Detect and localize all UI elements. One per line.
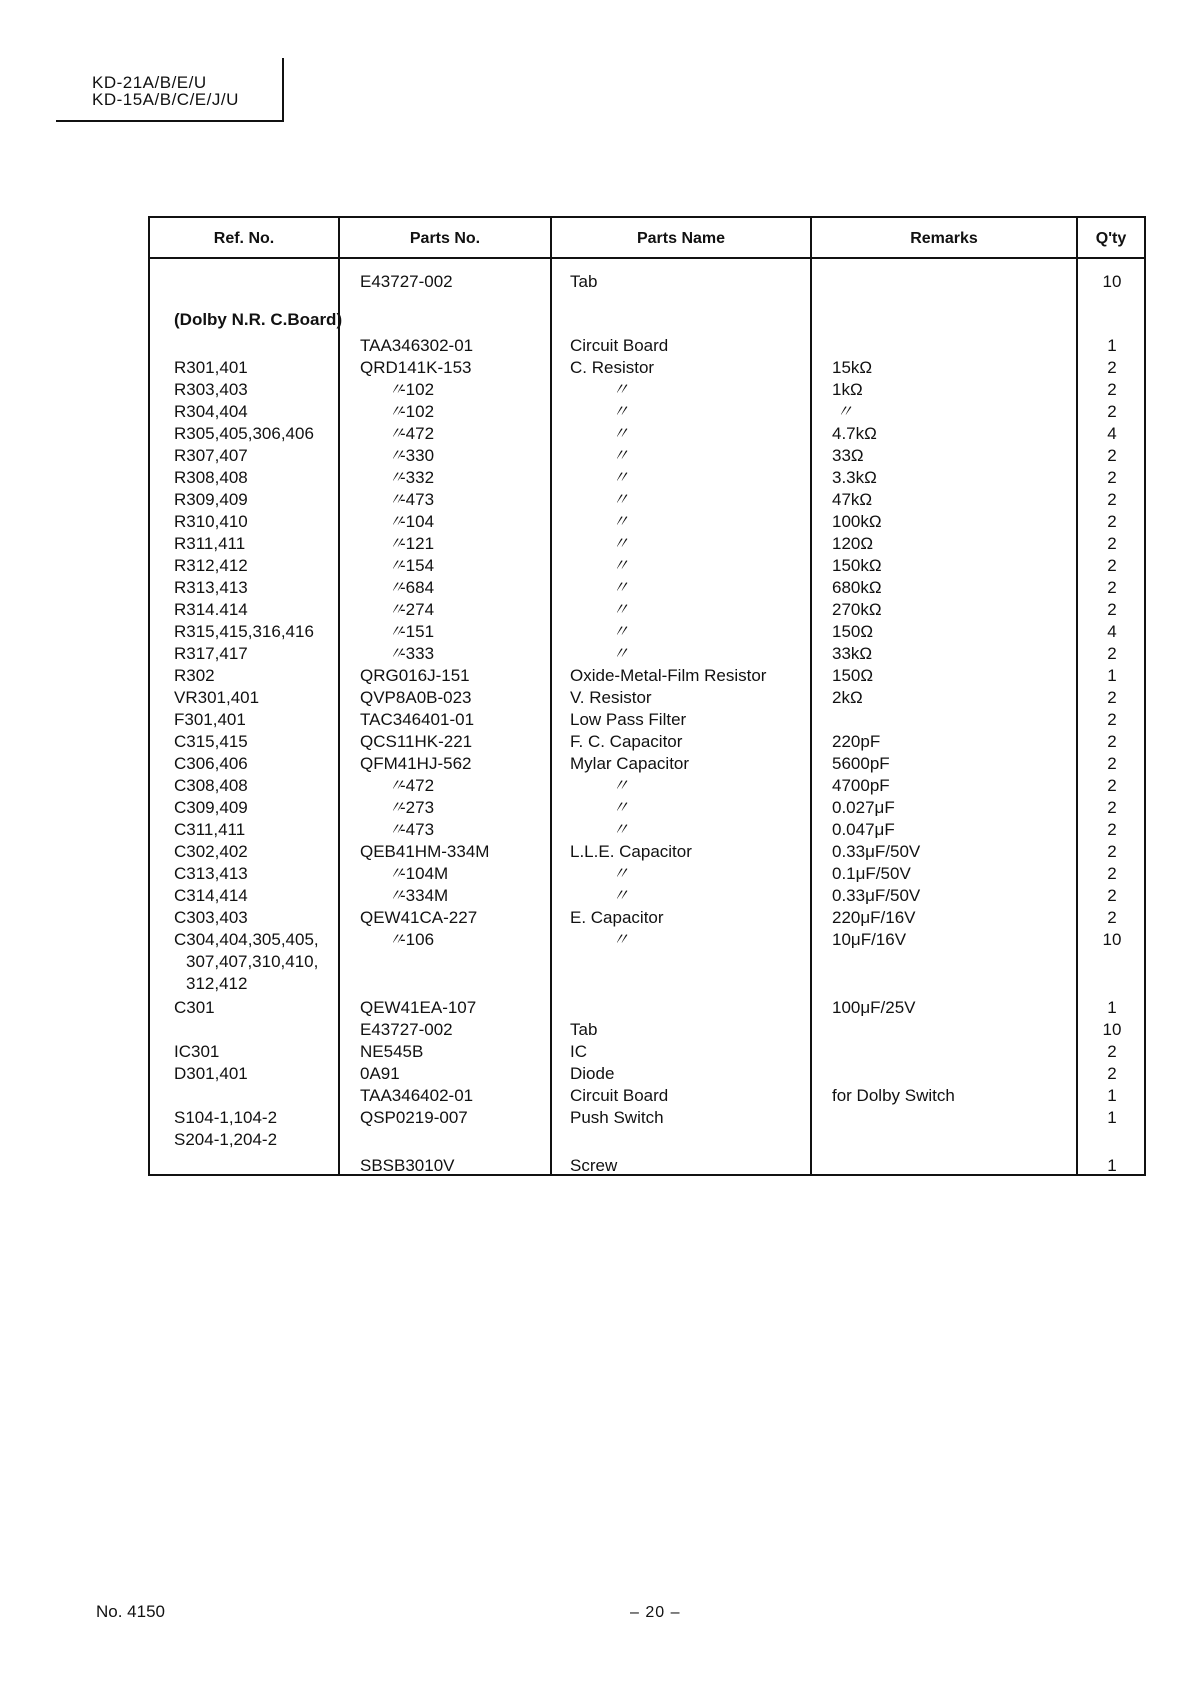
ditto-mark: 〃 <box>388 864 405 883</box>
parts-no-cell: -102 <box>400 402 435 421</box>
remarks-cell: 0.1μF/50V <box>832 864 911 883</box>
parts-no-cell: QEW41CA-227 <box>360 908 478 927</box>
qty-cell: 2 <box>1107 644 1117 663</box>
parts-no-cell: -472 <box>400 424 435 443</box>
remarks-cell: 150Ω <box>832 622 874 641</box>
qty-cell: 1 <box>1107 336 1117 355</box>
ref-no-cell: R307,407 <box>174 446 248 465</box>
qty-cell: 2 <box>1107 864 1117 883</box>
remarks-cell: 2kΩ <box>832 688 863 707</box>
parts-name-cell: 〃 <box>612 556 629 575</box>
column-divider <box>550 218 552 1174</box>
parts-no-cell: QRG016J-151 <box>360 666 470 685</box>
remarks-cell: 4.7kΩ <box>832 424 877 443</box>
ref-no-cell: R310,410 <box>174 512 248 531</box>
qty-cell: 10 <box>1102 1020 1122 1039</box>
ditto-mark: 〃 <box>388 380 405 399</box>
header-qty: Q'ty <box>1095 230 1127 247</box>
parts-name-cell: 〃 <box>612 644 629 663</box>
parts-name-cell: 〃 <box>612 534 629 553</box>
qty-cell: 2 <box>1107 380 1117 399</box>
ref-no-cell: C304,404,305,405, <box>174 930 319 949</box>
remarks-cell: 47kΩ <box>832 490 873 509</box>
model-header <box>56 58 284 122</box>
ditto-mark: 〃 <box>388 820 405 839</box>
ref-no-cell: R313,413 <box>174 578 248 597</box>
qty-cell: 2 <box>1107 732 1117 751</box>
ref-no-cell: C314,414 <box>174 886 248 905</box>
remarks-cell: 10μF/16V <box>832 930 907 949</box>
ref-no-cell: C308,408 <box>174 776 248 795</box>
parts-no-cell: -473 <box>400 820 435 839</box>
qty-cell: 2 <box>1107 688 1117 707</box>
parts-no-cell: TAA346402-01 <box>360 1086 474 1105</box>
ref-no-cell: R308,408 <box>174 468 248 487</box>
parts-no-cell: QSP0219-007 <box>360 1108 468 1127</box>
parts-no-cell: QFM41HJ-562 <box>360 754 472 773</box>
ref-no-cell: R302 <box>174 666 215 685</box>
qty-cell: 1 <box>1107 1086 1117 1105</box>
parts-name-cell: E. Capacitor <box>570 908 664 927</box>
parts-name-cell: 〃 <box>612 930 629 949</box>
parts-no-cell: -151 <box>400 622 435 641</box>
parts-name-cell: 〃 <box>612 468 629 487</box>
header-remarks: Remarks <box>910 230 978 247</box>
ref-no-cell: 307,407,310,410, <box>186 952 319 971</box>
header-parts-name: Parts Name <box>636 230 726 247</box>
remarks-cell: 0.33μF/50V <box>832 886 921 905</box>
qty-cell: 2 <box>1107 776 1117 795</box>
parts-name-cell: IC <box>570 1042 587 1061</box>
ditto-mark: 〃 <box>388 402 405 421</box>
parts-name-cell: Circuit Board <box>570 1086 669 1105</box>
qty-cell: 2 <box>1107 710 1117 729</box>
parts-name-cell: 〃 <box>612 864 629 883</box>
qty-cell: 10 <box>1102 930 1122 949</box>
qty-cell: 2 <box>1107 490 1117 509</box>
remarks-cell: 4700pF <box>832 776 890 795</box>
parts-no-cell: QVP8A0B-023 <box>360 688 472 707</box>
qty-cell: 2 <box>1107 798 1117 817</box>
ref-no-cell: R304,404 <box>174 402 248 421</box>
remarks-cell: 100μF/25V <box>832 998 916 1017</box>
remarks-cell: 0.027μF <box>832 798 895 817</box>
ditto-mark: 〃 <box>388 424 405 443</box>
parts-no-cell: -473 <box>400 490 435 509</box>
parts-no-cell: -684 <box>400 578 435 597</box>
parts-no-cell: -472 <box>400 776 435 795</box>
parts-no-cell: -106 <box>400 930 435 949</box>
header-parts-no: Parts No. <box>409 230 481 247</box>
parts-no-cell: -102 <box>400 380 435 399</box>
parts-no-cell: QRD141K-153 <box>360 358 472 377</box>
parts-name-cell: F. C. Capacitor <box>570 732 683 751</box>
ref-no-cell: R317,417 <box>174 644 248 663</box>
parts-list-table <box>148 216 1146 1176</box>
remarks-cell: 150Ω <box>832 666 874 685</box>
ref-no-cell: C309,409 <box>174 798 248 817</box>
remarks-cell: 0.33μF/50V <box>832 842 921 861</box>
page-number: – 20 – <box>630 1604 681 1621</box>
qty-cell: 2 <box>1107 908 1117 927</box>
parts-no-cell: TAA346302-01 <box>360 336 474 355</box>
parts-no-cell: E43727-002 <box>360 1020 453 1039</box>
header-divider <box>150 257 1144 259</box>
remarks-cell: 3.3kΩ <box>832 468 877 487</box>
parts-no-cell: -273 <box>400 798 435 817</box>
ditto-mark: 〃 <box>388 622 405 641</box>
parts-no-cell: -104M <box>400 864 449 883</box>
document-number: No. 4150 <box>96 1602 165 1621</box>
ditto-mark: 〃 <box>388 578 405 597</box>
ditto-mark: 〃 <box>388 556 405 575</box>
qty-cell: 1 <box>1107 1108 1117 1127</box>
ref-no-cell: C303,403 <box>174 908 248 927</box>
qty-cell: 2 <box>1107 1064 1117 1083</box>
parts-name-cell: Tab <box>570 1020 598 1039</box>
remarks-cell: 15kΩ <box>832 358 873 377</box>
parts-name-cell: 〃 <box>612 776 629 795</box>
ref-no-cell: C306,406 <box>174 754 248 773</box>
model-line-2: KD-15A/B/C/E/J/U <box>92 90 239 109</box>
qty-cell: 2 <box>1107 754 1117 773</box>
ditto-mark: 〃 <box>388 600 405 619</box>
qty-cell: 2 <box>1107 578 1117 597</box>
qty-cell: 1 <box>1107 1156 1117 1175</box>
ref-no-cell: 312,412 <box>186 974 248 993</box>
parts-name-cell: 〃 <box>612 798 629 817</box>
ref-no-cell: R312,412 <box>174 556 248 575</box>
parts-no-cell: -330 <box>400 446 435 465</box>
parts-no-cell: -121 <box>400 534 435 553</box>
qty-cell: 2 <box>1107 534 1117 553</box>
qty-cell: 4 <box>1107 424 1117 443</box>
remarks-cell: 680kΩ <box>832 578 882 597</box>
qty-cell: 2 <box>1107 820 1117 839</box>
remarks-cell: 〃 <box>836 402 853 421</box>
remarks-cell: 150kΩ <box>832 556 882 575</box>
remarks-cell: 0.047μF <box>832 820 895 839</box>
ref-no-cell: R301,401 <box>174 358 248 377</box>
qty-cell: 2 <box>1107 468 1117 487</box>
ditto-mark: 〃 <box>388 446 405 465</box>
ref-no-cell: C302,402 <box>174 842 248 861</box>
qty-cell: 10 <box>1102 272 1122 291</box>
remarks-cell: 1kΩ <box>832 380 863 399</box>
ref-no-cell: D301,401 <box>174 1064 248 1083</box>
parts-no-cell: QEW41EA-107 <box>360 998 477 1017</box>
qty-cell: 2 <box>1107 600 1117 619</box>
column-divider <box>338 218 340 1174</box>
ref-no-cell: S104-1,104-2 <box>174 1108 278 1127</box>
remarks-cell: 100kΩ <box>832 512 882 531</box>
remarks-cell: 33kΩ <box>832 644 873 663</box>
ref-no-cell: R311,411 <box>174 534 246 553</box>
ref-no-cell: S204-1,204-2 <box>174 1130 278 1149</box>
ref-no-cell: C311,411 <box>174 820 246 839</box>
parts-name-cell: Oxide-Metal-Film Resistor <box>570 666 767 685</box>
qty-cell: 2 <box>1107 842 1117 861</box>
ref-no-cell: R315,415,316,416 <box>174 622 314 641</box>
header-ref-no: Ref. No. <box>213 230 275 247</box>
ref-no-cell: VR301,401 <box>174 688 260 707</box>
ref-no-cell: R314.414 <box>174 600 248 619</box>
parts-no-cell: -104 <box>400 512 435 531</box>
parts-name-cell: 〃 <box>612 424 629 443</box>
ref-no-cell: R303,403 <box>174 380 248 399</box>
parts-no-cell: -334M <box>400 886 449 905</box>
remarks-cell: for Dolby Switch <box>832 1086 955 1105</box>
parts-no-cell: NE545B <box>360 1042 424 1061</box>
qty-cell: 2 <box>1107 556 1117 575</box>
ditto-mark: 〃 <box>388 490 405 509</box>
ref-no-cell: F301,401 <box>174 710 246 729</box>
ditto-mark: 〃 <box>388 468 405 487</box>
ref-no-cell: R305,405,306,406 <box>174 424 314 443</box>
parts-no-cell: -154 <box>400 556 435 575</box>
qty-cell: 2 <box>1107 402 1117 421</box>
parts-no-cell: -333 <box>400 644 435 663</box>
parts-name-cell: 〃 <box>612 622 629 641</box>
remarks-cell: 120Ω <box>832 534 874 553</box>
remarks-cell: 220pF <box>832 732 881 751</box>
ditto-mark: 〃 <box>388 644 405 663</box>
parts-no-cell: 0A91 <box>360 1064 400 1083</box>
parts-name-cell: 〃 <box>612 446 629 465</box>
qty-cell: 2 <box>1107 1042 1117 1061</box>
ditto-mark: 〃 <box>388 886 405 905</box>
remarks-cell: 220μF/16V <box>832 908 916 927</box>
parts-name-cell: 〃 <box>612 578 629 597</box>
parts-name-cell: Tab <box>570 272 598 291</box>
parts-name-cell: 〃 <box>612 886 629 905</box>
parts-name-cell: Circuit Board <box>570 336 669 355</box>
parts-name-cell: 〃 <box>612 820 629 839</box>
qty-cell: 2 <box>1107 886 1117 905</box>
ref-no-cell: IC301 <box>174 1042 220 1061</box>
section-label: (Dolby N.R. C.Board) <box>174 310 343 329</box>
parts-no-cell: QCS11HK-221 <box>360 732 473 751</box>
parts-name-cell: 〃 <box>612 490 629 509</box>
qty-cell: 1 <box>1107 998 1117 1017</box>
qty-cell: 2 <box>1107 512 1117 531</box>
parts-name-cell: Diode <box>570 1064 615 1083</box>
remarks-cell: 270kΩ <box>832 600 882 619</box>
parts-no-cell: SBSB3010V <box>360 1156 455 1175</box>
parts-name-cell: Screw <box>570 1156 618 1175</box>
ref-no-cell: C313,413 <box>174 864 248 883</box>
qty-cell: 4 <box>1107 622 1117 641</box>
column-divider <box>810 218 812 1174</box>
ditto-mark: 〃 <box>388 776 405 795</box>
parts-name-cell: 〃 <box>612 512 629 531</box>
parts-name-cell: L.L.E. Capacitor <box>570 842 692 861</box>
remarks-cell: 33Ω <box>832 446 864 465</box>
parts-no-cell: E43727-002 <box>360 272 453 291</box>
parts-name-cell: C. Resistor <box>570 358 655 377</box>
ref-no-cell: C301 <box>174 998 215 1017</box>
qty-cell: 2 <box>1107 358 1117 377</box>
ditto-mark: 〃 <box>388 512 405 531</box>
model-line-1: KD-21A/B/E/U <box>92 73 207 92</box>
parts-name-cell: V. Resistor <box>570 688 652 707</box>
ditto-mark: 〃 <box>388 930 405 949</box>
parts-name-cell: 〃 <box>612 600 629 619</box>
column-divider <box>1076 218 1078 1174</box>
parts-no-cell: QEB41HM-334M <box>360 842 490 861</box>
parts-name-cell: 〃 <box>612 380 629 399</box>
ref-no-cell: R309,409 <box>174 490 248 509</box>
qty-cell: 1 <box>1107 666 1117 685</box>
qty-cell: 2 <box>1107 446 1117 465</box>
parts-no-cell: -332 <box>400 468 435 487</box>
ditto-mark: 〃 <box>388 534 405 553</box>
parts-name-cell: Low Pass Filter <box>570 710 687 729</box>
parts-name-cell: Push Switch <box>570 1108 664 1127</box>
parts-name-cell: 〃 <box>612 402 629 421</box>
parts-name-cell: Mylar Capacitor <box>570 754 690 773</box>
ref-no-cell: C315,415 <box>174 732 248 751</box>
remarks-cell: 5600pF <box>832 754 890 773</box>
parts-no-cell: -274 <box>400 600 435 619</box>
ditto-mark: 〃 <box>388 798 405 817</box>
parts-no-cell: TAC346401-01 <box>360 710 475 729</box>
